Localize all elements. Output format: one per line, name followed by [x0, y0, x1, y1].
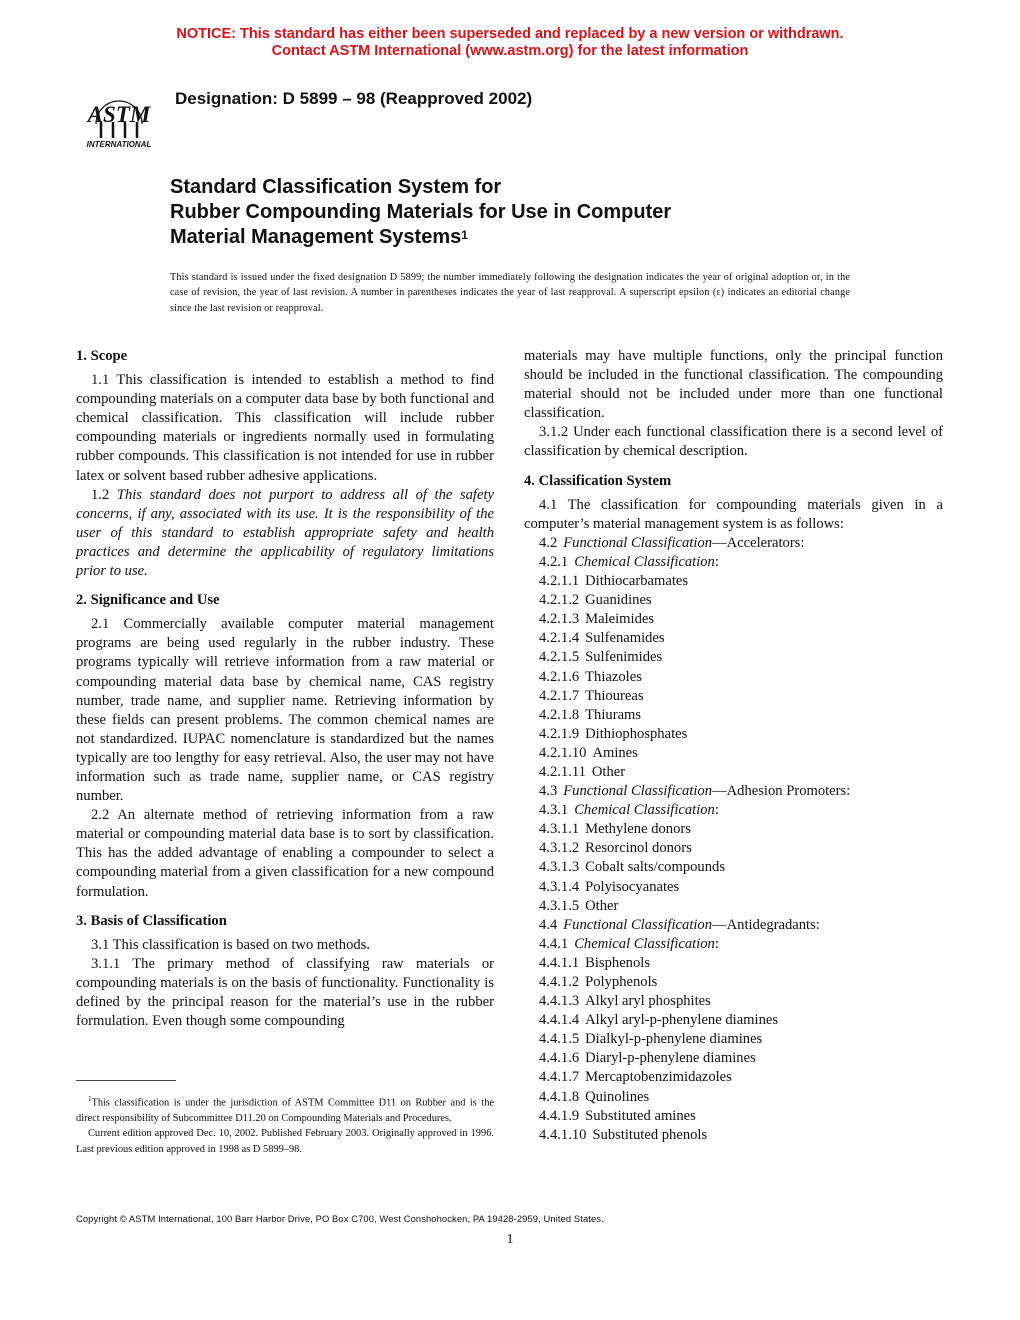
list-item	[524, 820, 943, 839]
list-item-text: Polyphenols	[585, 974, 658, 990]
list-item	[524, 591, 943, 610]
list-item	[524, 1030, 943, 1049]
list-item-number: 4.2.1.10	[539, 744, 587, 761]
list-item	[524, 858, 943, 877]
list-item-number: 4.2.1.11	[539, 763, 586, 780]
list-item-number: 4.3.1.3	[539, 859, 580, 876]
accelerators-list	[524, 572, 943, 782]
list-item	[524, 1011, 943, 1030]
list-item-text: Guanidines	[585, 592, 652, 609]
list-item	[524, 1068, 943, 1087]
list-item	[524, 706, 943, 725]
group-4-3-value: —Adhesion Promoters:	[712, 783, 851, 800]
list-item-text: Other	[585, 897, 619, 914]
paragraph-2-2: 2.2 An alternate method of retrieving information from a raw material or compounding material data base is to sort by classification. This has the added advantage of enabling a compounder to select a compounding material from a given classification for a new compound formulation.	[76, 807, 494, 900]
list-item-number: 4.3.1.1	[539, 821, 580, 838]
list-item	[524, 1088, 943, 1107]
astm-logo-subtext: INTERNATIONAL	[86, 140, 152, 149]
list-item-number: 4.4.1.4	[539, 1012, 580, 1029]
list-item-number: 4.4.1.3	[539, 993, 580, 1010]
paragraph-1-2-number: 1.2	[91, 486, 110, 503]
list-item	[524, 763, 943, 782]
list-item-text: Dithiocarbamates	[585, 573, 689, 590]
list-item	[524, 954, 943, 973]
list-item	[524, 610, 943, 629]
list-item-number: 4.4.1.9	[539, 1107, 580, 1124]
list-item-number: 4.2.1.7	[539, 687, 580, 704]
list-item-number: 4.2.1.3	[539, 611, 580, 628]
group-4-4-number: 4.4	[539, 916, 558, 933]
list-item-text: Alkyl aryl-p-phenylene diamines	[585, 1012, 779, 1029]
list-item-text: Substituted amines	[585, 1107, 696, 1124]
paragraph-1-2	[76, 486, 494, 581]
list-item-number: 4.4.1.7	[539, 1069, 580, 1086]
group-4-2-1	[524, 553, 943, 572]
adhesion-promoters-list	[524, 820, 943, 915]
section-1-heading: 1. Scope	[76, 348, 128, 364]
list-item	[524, 648, 943, 667]
list-item-text: Quinolines	[585, 1088, 650, 1105]
group-4-3-1	[524, 801, 943, 820]
list-item	[524, 1126, 943, 1145]
paragraph-2-1: 2.1 Commercially available computer material management programs are being used regularly in the rubber industry. These programs typically will retrieve information from a raw material or compounding material data base by chemical name, CAS registry number, trade name, and supplier name. Retrieving information by these fields can present problems. The common chemical names are not standardized. IUPAC nomenclature is standardized but the names typically are too lengthy for easy retrieval. Also, the user may not have information such as trade name, supplier name, or CAS registry number.	[76, 616, 494, 805]
group-4-3-number: 4.3	[539, 783, 558, 800]
section-2-heading: 2. Significance and Use	[76, 592, 220, 609]
list-item	[524, 687, 943, 706]
list-item-number: 4.2.1.2	[539, 592, 580, 609]
preface-paragraph: This standard is issued under the fixed designation D 5899; the number immediately following the designation indicates the year of original adoption or, in the case of revision, the year of last revision. A number in parentheses indicates the year of last reapproval. A superscript epsilon (ε) indicates an editorial change since the last revision or reapproval.	[170, 272, 850, 314]
paragraph-1-1: 1.1 This classification is intended to establish a method to find compounding materials on a computer data base by both functional and chemical classification. This classification will include rubber compounding materials or ingredients normally used in formulating rubber compounds. This classification is not intended for use in rubber latex or solvent based rubber adhesive applications.	[76, 372, 494, 484]
notice-line-2: Contact ASTM International (www.astm.org) for the latest information	[271, 43, 749, 59]
title-line-3	[170, 225, 671, 250]
list-item-text: Thiazoles	[585, 668, 642, 685]
group-4-4-1-value: :	[714, 935, 719, 952]
section-4-heading: 4. Classification System	[524, 472, 672, 489]
list-item-number: 4.2.1.9	[539, 725, 580, 742]
list-item-text: Sulfenamides	[585, 630, 665, 647]
group-4-2-label: Functional Classification	[563, 534, 713, 551]
paragraph-3-1-2: 3.1.2 Under each functional classification there is a second level of classification by chemical description.	[524, 424, 943, 460]
list-item	[524, 973, 943, 992]
group-4-2-1-value: :	[714, 553, 719, 570]
group-4-2-1-number: 4.2.1	[539, 553, 569, 570]
group-4-3	[524, 782, 943, 801]
footnote-1-text: This classification is under the jurisdiction of ASTM Committee D11 on Rubber and is the direct responsibility of Subcommittee D11.20 on Compounding Materials and Procedures.	[76, 1097, 494, 1124]
group-4-2	[524, 534, 943, 553]
astm-logo	[76, 76, 162, 150]
right-column	[524, 347, 943, 1145]
title-footnote-mark: 1	[461, 228, 468, 242]
list-item-text: Sulfenimides	[585, 649, 663, 666]
title-line-3-text: Material Management Systems	[170, 226, 462, 248]
footnote-rule	[76, 1080, 176, 1081]
list-item	[524, 668, 943, 687]
list-item-text: Bisphenols	[585, 954, 651, 971]
title-line-2: Rubber Compounding Materials for Use in Computer	[170, 201, 672, 223]
list-item-number: 4.2.1.8	[539, 706, 580, 723]
group-4-4-1-number: 4.4.1	[539, 935, 569, 952]
group-4-4	[524, 916, 943, 935]
list-item-number: 4.3.1.4	[539, 878, 580, 895]
footnote-1-mark: 1	[88, 1095, 92, 1103]
list-item-text: Mercaptobenzimidazoles	[585, 1069, 732, 1086]
notice-line-1: NOTICE: This standard has either been superseded and replaced by a new version or withdrawn.	[176, 26, 844, 42]
group-4-4-1	[524, 935, 943, 954]
list-item-text: Substituted phenols	[592, 1126, 708, 1143]
group-4-4-1-label: Chemical Classification	[574, 935, 715, 952]
paragraph-3-1-1-continued: materials may have multiple functions, only the principal function should be included in the functional classification. The compounding material should not be included under more than one functional classification.	[524, 348, 943, 422]
list-item-text: Polyisocyanates	[585, 878, 680, 895]
paragraph-3-1-1: 3.1.1 The primary method of classifying raw materials or compounding materials is on the basis of functionality. Functionality is defined by the principal reason for the material’s use in the rubber formulation. Even though some compounding	[76, 955, 494, 1030]
document-title	[170, 175, 671, 250]
list-item-number: 4.2.1.6	[539, 668, 580, 685]
list-item-text: Dialkyl-p-phenylene diamines	[585, 1031, 763, 1048]
list-item-text: Diaryl-p-phenylene diamines	[585, 1050, 756, 1067]
list-item-number: 4.3.1.5	[539, 897, 580, 914]
astm-logo-text: ASTM	[87, 102, 151, 127]
list-item	[524, 897, 943, 916]
list-item-number: 4.4.1.5	[539, 1031, 580, 1048]
list-item-number: 4.4.1.2	[539, 974, 580, 990]
list-item	[524, 725, 943, 744]
list-item-number: 4.4.1.1	[539, 954, 580, 971]
list-item-text: Methylene donors	[585, 821, 691, 838]
list-item-text: Cobalt salts/compounds	[585, 859, 725, 876]
group-4-3-1-value: :	[714, 802, 719, 819]
left-column	[76, 347, 494, 1031]
withdrawal-notice	[0, 26, 1020, 60]
list-item	[524, 1049, 943, 1068]
list-item-number: 4.4.1.8	[539, 1088, 580, 1105]
list-item-text: Thioureas	[585, 687, 644, 704]
list-item-text: Maleimides	[585, 611, 655, 628]
list-item	[524, 572, 943, 591]
list-item-text: Resorcinol donors	[585, 840, 692, 857]
copyright: Copyright © ASTM International, 100 Barr Harbor Drive, PO Box C700, West Conshohocken, PA 19428-2959, United States.	[76, 1213, 604, 1224]
list-item-number: 4.4.1.10	[539, 1126, 587, 1143]
section-3-heading: 3. Basis of Classification	[76, 912, 227, 929]
paragraph-4-1: 4.1 The classification for compounding materials given in a computer’s material management system is as follows:	[524, 496, 943, 532]
list-item-text: Other	[591, 763, 626, 780]
list-item	[524, 744, 943, 763]
group-4-4-label: Functional Classification	[563, 916, 713, 933]
footnote	[76, 1092, 494, 1157]
antidegradants-list	[524, 954, 943, 1145]
footnote-2: Current edition approved Dec. 10, 2002. Published February 2003. Originally approved in 1996. Last previous edition approved in 1998 as D 5899–98.	[76, 1128, 494, 1155]
title-line-1: Standard Classification System for	[170, 176, 502, 198]
list-item	[524, 992, 943, 1011]
group-4-4-value: —Antidegradants:	[712, 916, 820, 933]
footnote-1	[76, 1092, 494, 1126]
page-number: 1	[506, 1232, 514, 1247]
list-item-number: 4.2.1.5	[539, 649, 580, 666]
list-item	[524, 839, 943, 858]
list-item-text: Amines	[592, 744, 638, 761]
paragraph-1-2-text: This standard does not purport to address all of the safety concerns, if any, associated with its use. It is the responsibility of the user of this standard to establish appropriate safety and health practices and determine the applicability of regulatory limitations prior to use.	[76, 486, 494, 580]
list-item-text: Dithiophosphates	[585, 725, 688, 742]
list-item	[524, 878, 943, 897]
group-4-3-label: Functional Classification	[563, 783, 713, 800]
designation: Designation: D 5899 – 98 (Reapproved 2002)	[175, 89, 533, 108]
list-item	[524, 1107, 943, 1126]
group-4-2-number: 4.2	[539, 534, 558, 551]
group-4-2-1-label: Chemical Classification	[574, 553, 715, 570]
paragraph-3-1: 3.1 This classification is based on two methods.	[91, 936, 371, 953]
list-item-number: 4.2.1.1	[539, 573, 580, 590]
list-item-number: 4.2.1.4	[539, 630, 580, 647]
list-item-number: 4.3.1.2	[539, 840, 580, 857]
group-4-2-value: —Accelerators:	[712, 534, 805, 551]
list-item-text: Alkyl aryl phosphites	[585, 993, 711, 1010]
group-4-3-1-label: Chemical Classification	[574, 802, 715, 819]
group-4-3-1-number: 4.3.1	[539, 802, 569, 819]
list-item-number: 4.4.1.6	[539, 1050, 580, 1067]
list-item-text: Thiurams	[585, 706, 642, 723]
list-item	[524, 629, 943, 648]
